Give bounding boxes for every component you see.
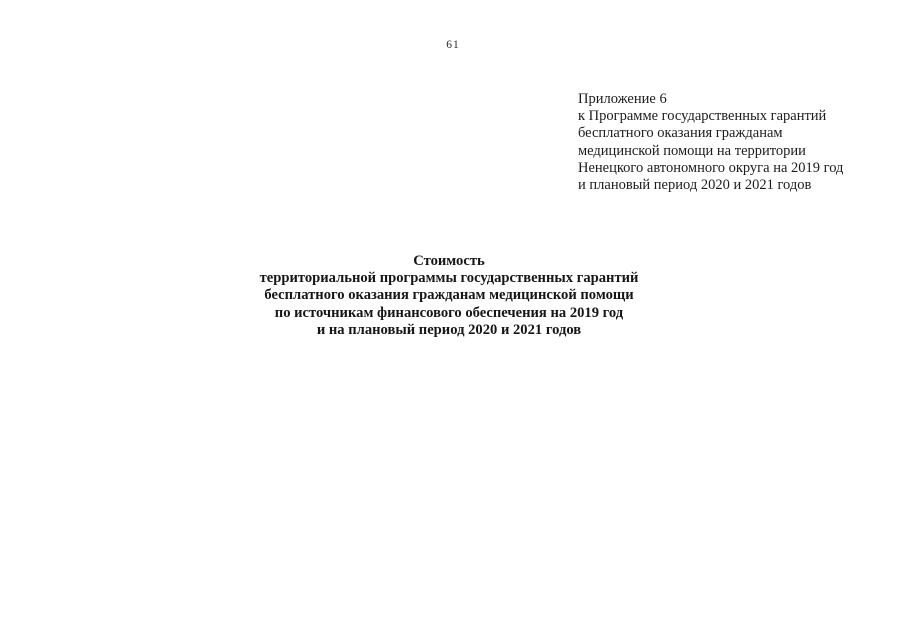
appendix-reference-block — [578, 91, 848, 194]
document-title — [0, 253, 898, 339]
page-number: 61 — [446, 39, 460, 51]
appendix-line: и плановый период 2020 и 2021 годов — [578, 177, 812, 194]
appendix-line: Ненецкого автономного округа на 2019 год — [578, 159, 844, 176]
title-line: и на плановый период 2020 и 2021 годов — [316, 321, 582, 338]
appendix-line: Приложение 6 — [578, 91, 667, 107]
appendix-line: бесплатного оказания гражданам — [578, 125, 783, 142]
title-line: по источникам финансового обеспечения на 2019 год — [274, 304, 624, 321]
title-line: бесплатного оказания гражданам медицинской помощи — [264, 287, 634, 304]
title-line: Стоимость — [413, 253, 485, 269]
appendix-line: к Программе государственных гарантий — [578, 108, 827, 125]
appendix-line: медицинской помощи на территории — [578, 142, 806, 159]
title-line: территориальной программы государственных гарантий — [259, 270, 639, 287]
